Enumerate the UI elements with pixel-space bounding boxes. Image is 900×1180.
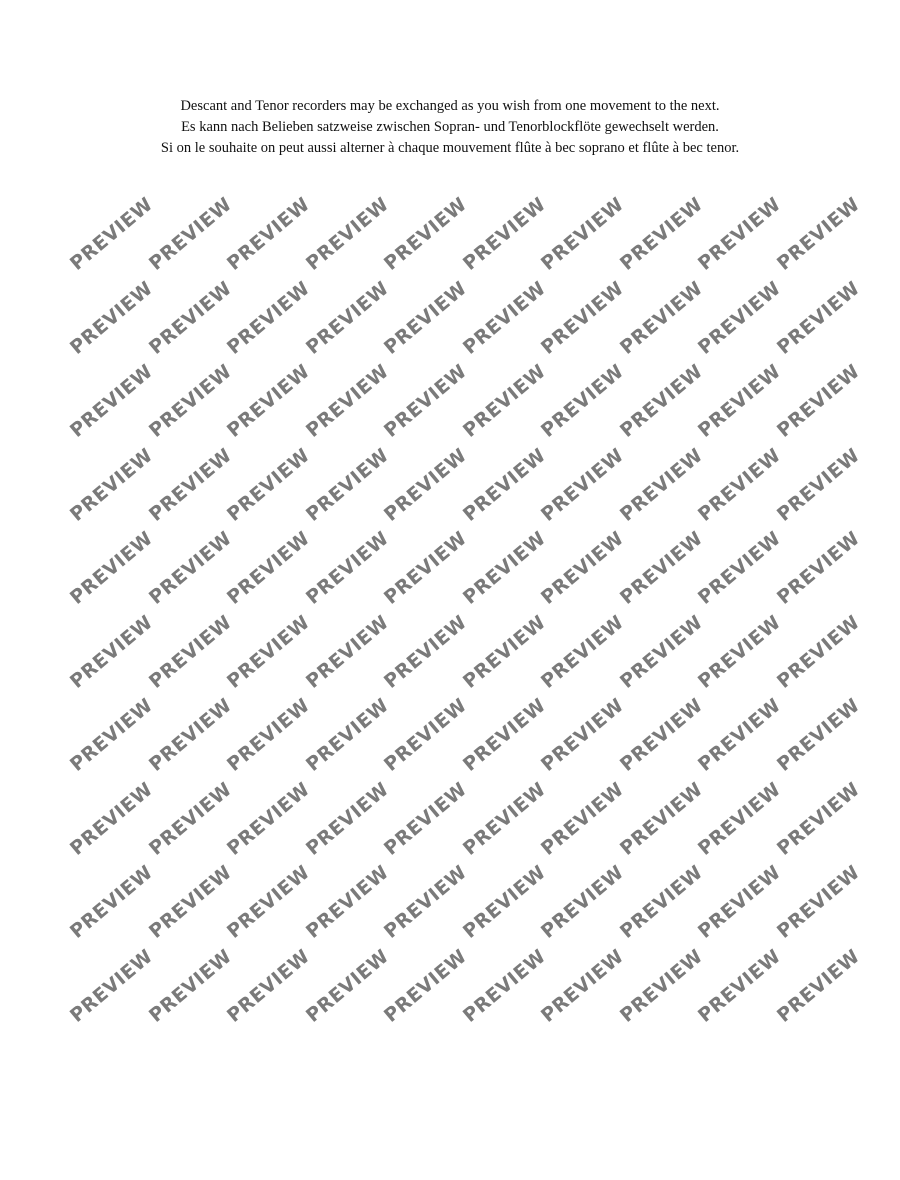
watermark-preview-text: PREVIEW <box>223 777 315 860</box>
watermark-preview-text: PREVIEW <box>223 443 315 526</box>
watermark-preview-text: PREVIEW <box>537 694 629 776</box>
watermark-preview-text: PREVIEW <box>144 610 236 693</box>
watermark-preview-text: PREVIEW <box>772 944 864 1027</box>
watermark-preview-text: PREVIEW <box>615 610 707 693</box>
watermark-preview-text: PREVIEW <box>144 360 236 442</box>
watermark-preview-text: PREVIEW <box>615 193 707 275</box>
watermark-preview-text: PREVIEW <box>66 944 158 1027</box>
note-french: Si on le souhaite on peut aussi alterner à chaque mouvement flûte à bec soprano et flûte à bec tenor. <box>160 140 740 156</box>
watermark-preview-text: PREVIEW <box>301 527 393 609</box>
watermark-preview-text: PREVIEW <box>615 777 707 860</box>
watermark-preview-text: PREVIEW <box>66 777 158 860</box>
watermark-preview-text: PREVIEW <box>144 443 236 526</box>
watermark-preview-text: PREVIEW <box>223 527 315 609</box>
watermark-preview-text: PREVIEW <box>66 443 158 526</box>
watermark-preview-text: PREVIEW <box>380 443 472 526</box>
watermark-preview-text: PREVIEW <box>537 861 629 943</box>
watermark-preview-text: PREVIEW <box>458 360 550 442</box>
watermark-preview-text: PREVIEW <box>537 777 629 860</box>
watermark-preview-text: PREVIEW <box>380 610 472 693</box>
note-english: Descant and Tenor recorders may be exchanged as you wish from one movement to the next. <box>180 98 720 114</box>
watermark-preview-text: PREVIEW <box>66 861 158 943</box>
watermark-preview-text: PREVIEW <box>223 360 315 442</box>
watermark-preview-text: PREVIEW <box>66 360 158 442</box>
watermark-preview-text: PREVIEW <box>380 276 472 359</box>
watermark-preview-text: PREVIEW <box>301 610 393 693</box>
watermark-preview-text: PREVIEW <box>458 443 550 526</box>
watermark-preview-text: PREVIEW <box>458 610 550 693</box>
watermark-preview-text: PREVIEW <box>66 610 158 693</box>
watermark-preview-text: PREVIEW <box>301 193 393 275</box>
watermark-preview-text: PREVIEW <box>772 610 864 693</box>
watermark-preview-text: PREVIEW <box>144 527 236 609</box>
watermark-preview-text: PREVIEW <box>537 193 629 275</box>
watermark-preview-text: PREVIEW <box>144 861 236 943</box>
watermark-preview-text: PREVIEW <box>694 777 786 860</box>
watermark-preview-text: PREVIEW <box>772 777 864 860</box>
watermark-preview-text: PREVIEW <box>537 276 629 359</box>
watermark-preview-text: PREVIEW <box>66 276 158 359</box>
watermark-preview-text: PREVIEW <box>694 694 786 776</box>
watermark-preview-text: PREVIEW <box>301 276 393 359</box>
watermark-preview-text: PREVIEW <box>458 276 550 359</box>
watermark-preview-text: PREVIEW <box>301 861 393 943</box>
watermark-preview-text: PREVIEW <box>144 276 236 359</box>
watermark-preview-text: PREVIEW <box>380 861 472 943</box>
watermark-preview-text: PREVIEW <box>772 527 864 609</box>
watermark-preview-text: PREVIEW <box>694 360 786 442</box>
watermark-preview-text: PREVIEW <box>301 944 393 1027</box>
note-german: Es kann nach Belieben satzweise zwischen Sopran- und Tenorblockflöte gewechselt werden. <box>181 119 719 135</box>
watermark-preview-text: PREVIEW <box>694 193 786 275</box>
watermark-preview-text: PREVIEW <box>458 527 550 609</box>
watermark-preview-text: PREVIEW <box>458 777 550 860</box>
watermark-preview-text: PREVIEW <box>772 193 864 275</box>
watermark-preview-text: PREVIEW <box>380 527 472 609</box>
watermark-preview-text: PREVIEW <box>301 777 393 860</box>
watermark-preview-text: PREVIEW <box>223 193 315 275</box>
watermark-preview-text: PREVIEW <box>458 193 550 275</box>
watermark-preview-text: PREVIEW <box>537 610 629 693</box>
watermark-preview-text: PREVIEW <box>537 527 629 609</box>
watermark-preview-text: PREVIEW <box>537 360 629 442</box>
watermark-preview-text: PREVIEW <box>615 527 707 609</box>
watermark-preview-text: PREVIEW <box>537 443 629 526</box>
watermark-preview-text: PREVIEW <box>694 861 786 943</box>
watermark-preview-text: PREVIEW <box>772 276 864 359</box>
watermark-preview-text: PREVIEW <box>694 944 786 1027</box>
watermark-preview-text: PREVIEW <box>615 360 707 442</box>
watermark-preview-text: PREVIEW <box>301 443 393 526</box>
watermark-preview-text: PREVIEW <box>694 276 786 359</box>
watermark-preview-text: PREVIEW <box>380 694 472 776</box>
watermark-preview-text: PREVIEW <box>223 694 315 776</box>
watermark-preview-text: PREVIEW <box>615 861 707 943</box>
watermark-preview-text: PREVIEW <box>223 276 315 359</box>
watermark-preview-text: PREVIEW <box>66 193 158 275</box>
watermark-preview-text: PREVIEW <box>615 276 707 359</box>
watermark-preview-text: PREVIEW <box>537 944 629 1027</box>
performance-notes <box>0 96 900 159</box>
watermark-preview-text: PREVIEW <box>380 944 472 1027</box>
watermark-preview-text: PREVIEW <box>458 694 550 776</box>
watermark-preview-text: PREVIEW <box>144 944 236 1027</box>
watermark-preview-text: PREVIEW <box>772 694 864 776</box>
watermark-preview-text: PREVIEW <box>615 944 707 1027</box>
watermark-preview-text: PREVIEW <box>223 861 315 943</box>
watermark-preview-text: PREVIEW <box>380 193 472 275</box>
watermark-preview-text: PREVIEW <box>615 443 707 526</box>
watermark-preview-text: PREVIEW <box>66 527 158 609</box>
watermark-preview-text: PREVIEW <box>66 694 158 776</box>
watermark-preview-text: PREVIEW <box>223 944 315 1027</box>
watermark-preview-text: PREVIEW <box>615 694 707 776</box>
watermark-preview-text: PREVIEW <box>772 360 864 442</box>
watermark-preview-text: PREVIEW <box>772 443 864 526</box>
watermark-preview-text: PREVIEW <box>694 527 786 609</box>
watermark-preview-text: PREVIEW <box>144 694 236 776</box>
watermark-preview-text: PREVIEW <box>694 443 786 526</box>
watermark-preview-text: PREVIEW <box>772 861 864 943</box>
watermark-preview-text: PREVIEW <box>301 694 393 776</box>
watermark-preview-text: PREVIEW <box>223 610 315 693</box>
watermark-preview-text: PREVIEW <box>144 777 236 860</box>
watermark-preview-text: PREVIEW <box>301 360 393 442</box>
watermark-preview-text: PREVIEW <box>144 193 236 275</box>
watermark-preview-text: PREVIEW <box>380 360 472 442</box>
watermark-preview-text: PREVIEW <box>458 944 550 1027</box>
watermark-preview-text: PREVIEW <box>458 861 550 943</box>
watermark-preview-text: PREVIEW <box>694 610 786 693</box>
watermark-preview-text: PREVIEW <box>380 777 472 860</box>
